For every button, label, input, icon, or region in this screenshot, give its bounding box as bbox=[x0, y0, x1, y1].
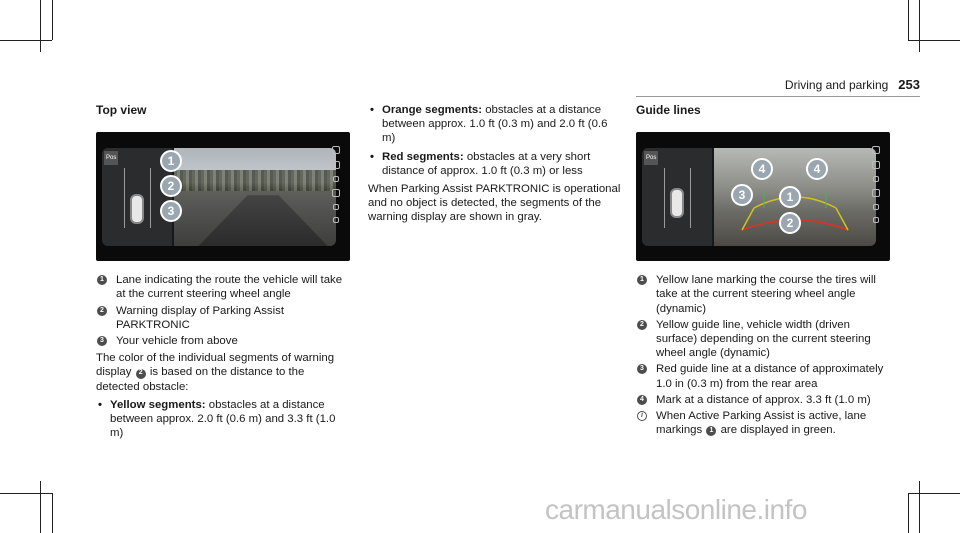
running-head bbox=[760, 77, 920, 92]
legend-number: 2 bbox=[637, 320, 647, 330]
legend-number: 3 bbox=[637, 364, 647, 374]
top-view-panel bbox=[642, 148, 712, 246]
legend-top-view bbox=[96, 273, 351, 348]
crop-mark-top-right-v2 bbox=[908, 0, 909, 40]
callout-1: 1 bbox=[779, 186, 801, 208]
bullet-text: obstacles at a distance between approx. 2.0 ft (0.6 m) and 3.3 ft (1.0 m) bbox=[110, 398, 336, 440]
lane-line-right bbox=[150, 168, 151, 228]
bullet-label: Orange segments: bbox=[382, 104, 483, 116]
display-area bbox=[642, 148, 876, 246]
legend-text: Yellow lane marking the course the tires will take at the current steering wheel angle (dynamic) bbox=[656, 274, 876, 315]
screen-icon-column bbox=[870, 146, 882, 223]
settings-icon bbox=[332, 189, 340, 197]
segment-bullets-1 bbox=[96, 398, 351, 441]
legend-item bbox=[636, 273, 891, 316]
note-text-b: are displayed in green. bbox=[720, 424, 836, 437]
screen-icon-column bbox=[330, 146, 342, 223]
callout-1: 1 bbox=[160, 150, 182, 172]
crop-mark-top-right-h bbox=[908, 40, 960, 41]
lane-line-left bbox=[124, 168, 125, 228]
parking-icon bbox=[333, 176, 339, 182]
para-text-b: is based on the distance to the detected obstacle: bbox=[96, 366, 305, 393]
note-text bbox=[656, 409, 891, 437]
figure-guide-lines bbox=[636, 132, 890, 261]
sensor-icon bbox=[332, 146, 340, 154]
crop-mark-bottom-right-v2 bbox=[908, 493, 909, 533]
vehicle-icon bbox=[670, 188, 684, 218]
watermark: carmanualsonline.info bbox=[545, 494, 807, 525]
crop-mark-top-left-h bbox=[0, 40, 52, 41]
legend-number: 4 bbox=[637, 395, 647, 405]
legend-text: Mark at a distance of approx. 3.3 ft (1.0 m) bbox=[656, 393, 871, 406]
person-icon bbox=[873, 217, 879, 223]
camera-icon bbox=[332, 161, 340, 169]
legend-text: Red guide line at a distance of approximately 1.0 in (0.3 m) from the rear area bbox=[656, 363, 884, 390]
callout-4-left: 4 bbox=[751, 158, 773, 180]
display-area bbox=[102, 148, 336, 246]
screen-badge: Pos bbox=[644, 151, 658, 165]
crop-mark-top-right-v bbox=[919, 0, 920, 52]
crop-mark-bottom-left-v2 bbox=[52, 493, 53, 533]
legend-text: Lane indicating the route the vehicle will take at the current steering wheel angle bbox=[116, 274, 343, 301]
road bbox=[198, 195, 328, 246]
legend-item bbox=[636, 393, 891, 407]
treeline bbox=[174, 170, 336, 192]
legend-item bbox=[96, 334, 351, 348]
para-text-a: The color of the individual segments of warning display bbox=[96, 352, 335, 379]
column-guide-lines bbox=[636, 103, 891, 439]
legend-guide-lines bbox=[636, 273, 891, 437]
legend-item bbox=[96, 304, 351, 332]
callout-3: 3 bbox=[160, 200, 182, 222]
callout-2: 2 bbox=[779, 212, 801, 234]
parking-icon bbox=[873, 176, 879, 182]
legend-number: 2 bbox=[97, 306, 107, 316]
bullet-text: obstacles at a very short distance of approx. 1.0 ft (0.3 m) or less bbox=[382, 150, 591, 177]
heading-top-view: Top view bbox=[96, 103, 147, 117]
crop-mark-bottom-right-v bbox=[919, 481, 920, 533]
legend-text: Warning display of Parking Assist PARKTRONIC bbox=[116, 304, 284, 331]
callout-4-right: 4 bbox=[806, 158, 828, 180]
gray-segments-paragraph: When Parking Assist PARKTRONIC is operational and no object is detected, the segments of the warning display are shown in gray. bbox=[368, 183, 621, 224]
legend-text: Yellow guide line, vehicle width (driven surface) depending on the current steering wheel angle (dynamic) bbox=[656, 318, 871, 360]
crop-mark-bottom-right-h bbox=[908, 493, 960, 494]
crop-mark-top-left-v2 bbox=[52, 0, 53, 40]
legend-item bbox=[636, 318, 891, 361]
lane-line-right bbox=[690, 168, 691, 228]
legend-number: 1 bbox=[97, 275, 107, 285]
vehicle-icon bbox=[130, 194, 144, 224]
page-number: 253 bbox=[898, 77, 920, 92]
trailer-icon bbox=[873, 204, 879, 210]
bullet-orange bbox=[368, 103, 623, 146]
bullet-label: Red segments: bbox=[382, 150, 464, 163]
trailer-icon bbox=[333, 204, 339, 210]
figure-top-view bbox=[96, 132, 350, 261]
sensor-icon bbox=[872, 146, 880, 154]
bullet-yellow bbox=[96, 398, 351, 441]
column-top-view bbox=[96, 103, 351, 444]
callout-2: 2 bbox=[160, 175, 182, 197]
bullet-red bbox=[368, 150, 623, 178]
crop-mark-top-left-v bbox=[40, 0, 41, 52]
camera-view bbox=[174, 148, 336, 246]
header-rule bbox=[636, 96, 920, 97]
bullet-label: Yellow segments: bbox=[110, 398, 206, 411]
inline-ref: 1 bbox=[706, 426, 716, 436]
heading-guide-lines: Guide lines bbox=[636, 103, 701, 117]
person-icon bbox=[333, 217, 339, 223]
crop-mark-bottom-left-v bbox=[40, 481, 41, 533]
legend-number: 3 bbox=[97, 336, 107, 346]
legend-item bbox=[96, 273, 351, 301]
legend-text: Your vehicle from above bbox=[116, 335, 238, 348]
info-icon: i bbox=[637, 411, 647, 421]
crop-mark-bottom-left-h bbox=[0, 493, 52, 494]
column-segments bbox=[368, 103, 623, 225]
lane-line-left bbox=[664, 168, 665, 228]
legend-item bbox=[636, 362, 891, 390]
segment-color-paragraph bbox=[96, 351, 351, 394]
camera-icon bbox=[872, 161, 880, 169]
inline-ref: 2 bbox=[136, 369, 146, 379]
segment-bullets-2 bbox=[368, 103, 623, 178]
note-item bbox=[636, 409, 891, 437]
settings-icon bbox=[872, 189, 880, 197]
note-text-a: When Active Parking Assist is active, lane markings bbox=[656, 410, 867, 437]
section-title: Driving and parking bbox=[784, 78, 889, 92]
bullet-text: obstacles at a distance between approx. 1.0 ft (0.3 m) and 2.0 ft (0.6 m) bbox=[382, 104, 608, 145]
callout-3: 3 bbox=[731, 184, 753, 206]
screen-badge: Pos bbox=[104, 151, 118, 165]
legend-number: 1 bbox=[637, 275, 647, 285]
